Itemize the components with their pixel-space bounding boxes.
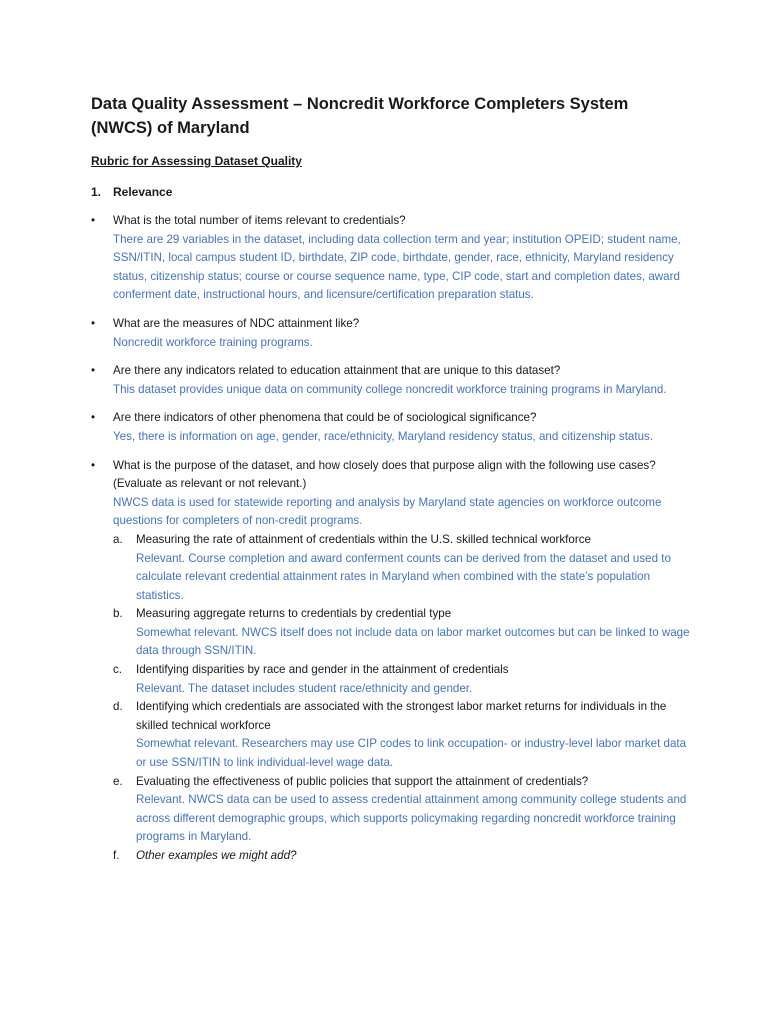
use-case-answer: Relevant. Course completion and award conferment counts can be derived from the dataset and used to calculate relevant credential attainment rates in Maryland when combined with the state’s population statistics. bbox=[136, 551, 671, 602]
list-item bbox=[91, 315, 691, 352]
bullet-icon: • bbox=[91, 364, 96, 378]
bullet-icon: • bbox=[91, 458, 96, 472]
use-case-item bbox=[91, 773, 691, 847]
use-case-letter: c. bbox=[113, 663, 123, 677]
answer-text: Noncredit workforce training programs. bbox=[113, 335, 313, 349]
use-case-answer: Somewhat relevant. NWCS itself does not include data on labor market outcomes but can be linked to wage data through SSN/ITIN. bbox=[136, 625, 690, 658]
bullet-icon: • bbox=[91, 316, 96, 330]
use-case-answer: Relevant. NWCS data can be used to assess credential attainment among community college students and across different demographic groups, which supports policymaking regarding noncredit workforce training programs in Maryland. bbox=[136, 793, 687, 844]
document-page bbox=[91, 92, 691, 866]
bullet-icon: • bbox=[91, 411, 96, 425]
use-case-text: Other examples we might add? bbox=[136, 849, 297, 862]
use-case-letter: b. bbox=[113, 607, 123, 621]
use-case-item bbox=[91, 847, 691, 866]
answer-text: Yes, there is information on age, gender, race/ethnicity, Maryland residency status, and citizenship status. bbox=[113, 429, 654, 443]
answer-text: There are 29 variables in the dataset, including data collection term and year; institution OPEID; student name, SSN/ITIN, local campus student ID, birthdate, ZIP code, birthdate, gender, race, ethnicity, Maryland residency status, citizenship status; course or course sequence name, type, CIP code, start and completion dates, award conferment date, instructional hours, and licensure/certification preparation status. bbox=[113, 232, 681, 302]
use-case-text: Measuring the rate of attainment of credentials within the U.S. skilled technical workforce bbox=[136, 532, 591, 546]
question-text: Are there any indicators related to education attainment that are unique to this dataset? bbox=[113, 364, 561, 378]
use-case-item bbox=[91, 661, 691, 698]
use-case-text: Measuring aggregate returns to credentials by credential type bbox=[136, 607, 452, 621]
question-text: What are the measures of NDC attainment like? bbox=[113, 316, 360, 330]
use-case-answer: Relevant. The dataset includes student race/ethnicity and gender. bbox=[136, 681, 473, 695]
use-case-item bbox=[91, 605, 691, 661]
use-case-letter: f. bbox=[113, 849, 120, 862]
question-text: What is the purpose of the dataset, and how closely does that purpose align with the following use cases? (Evaluate as relevant or not relevant.) bbox=[113, 458, 656, 491]
section-heading bbox=[91, 185, 691, 200]
use-case-answer: Somewhat relevant. Researchers may use CIP codes to link occupation- or industry-level labor market data or use SSN/ITIN to link individual-level wage data. bbox=[136, 737, 687, 770]
answer-text: NWCS data is used for statewide reporting and analysis by Maryland state agencies on workforce outcome questions for completers of non-credit programs. bbox=[113, 495, 662, 528]
section-number: 1. bbox=[91, 185, 102, 199]
list-item bbox=[91, 457, 691, 531]
answer-text: This dataset provides unique data on community college noncredit workforce training programs in Maryland. bbox=[113, 382, 667, 396]
use-case-letter: e. bbox=[113, 774, 123, 788]
section-label: Relevance bbox=[113, 185, 173, 199]
question-text: Are there indicators of other phenomena that could be of sociological significance? bbox=[113, 411, 537, 425]
use-case-item bbox=[91, 531, 691, 605]
use-case-letter: a. bbox=[113, 532, 123, 546]
use-case-text: Evaluating the effectiveness of public policies that support the attainment of credentials? bbox=[136, 774, 589, 788]
use-case-text: Identifying which credentials are associated with the strongest labor market returns for individuals in the skilled technical workforce bbox=[136, 700, 667, 732]
question-text: What is the total number of items relevant to credentials? bbox=[113, 214, 406, 227]
list-item bbox=[91, 409, 691, 446]
use-case-text: Identifying disparities by race and gender in the attainment of credentials bbox=[136, 663, 509, 677]
bullet-icon: • bbox=[91, 214, 96, 227]
use-case-letter: d. bbox=[113, 700, 123, 714]
rubric-heading: Rubric for Assessing Dataset Quality bbox=[91, 154, 302, 168]
page-title: Data Quality Assessment – Noncredit Workforce Completers System (NWCS) of Maryland bbox=[91, 95, 629, 137]
list-item bbox=[91, 212, 691, 305]
use-case-item bbox=[91, 698, 691, 772]
list-item bbox=[91, 362, 691, 399]
